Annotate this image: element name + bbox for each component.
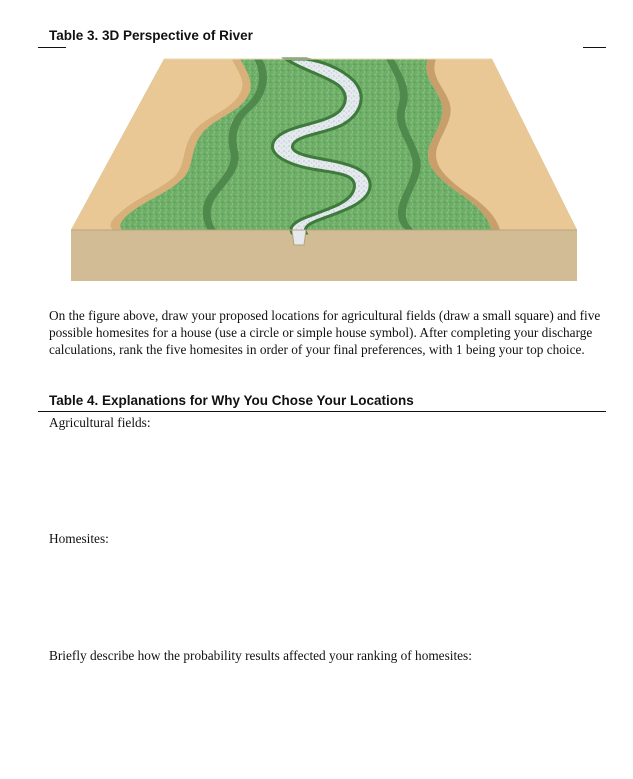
table4-rule: [38, 411, 606, 412]
table3-rule-right: [583, 47, 606, 48]
river-notch: [292, 230, 306, 245]
agricultural-fields-label: Agricultural fields:: [49, 415, 151, 430]
river-3d-figure: [68, 55, 580, 283]
instructions-paragraph: On the figure above, draw your proposed locations for agricultural fields (draw a small square) and five possible homesites for a house (use a circle or simple house symbol). After completing your discharge calculations, rank the five homesites in order of your final preferences, with 1 being your top choice.: [49, 308, 601, 357]
table3-title: Table 3. 3D Perspective of River: [49, 28, 253, 43]
probability-question-label: Briefly describe how the probability results affected your ranking of homesites:: [49, 648, 472, 663]
homesites-label: Homesites:: [49, 531, 109, 546]
block-front-face: [71, 230, 577, 281]
table3-rule-left: [38, 47, 66, 48]
table4-title: Table 4. Explanations for Why You Chose Your Locations: [49, 393, 414, 408]
